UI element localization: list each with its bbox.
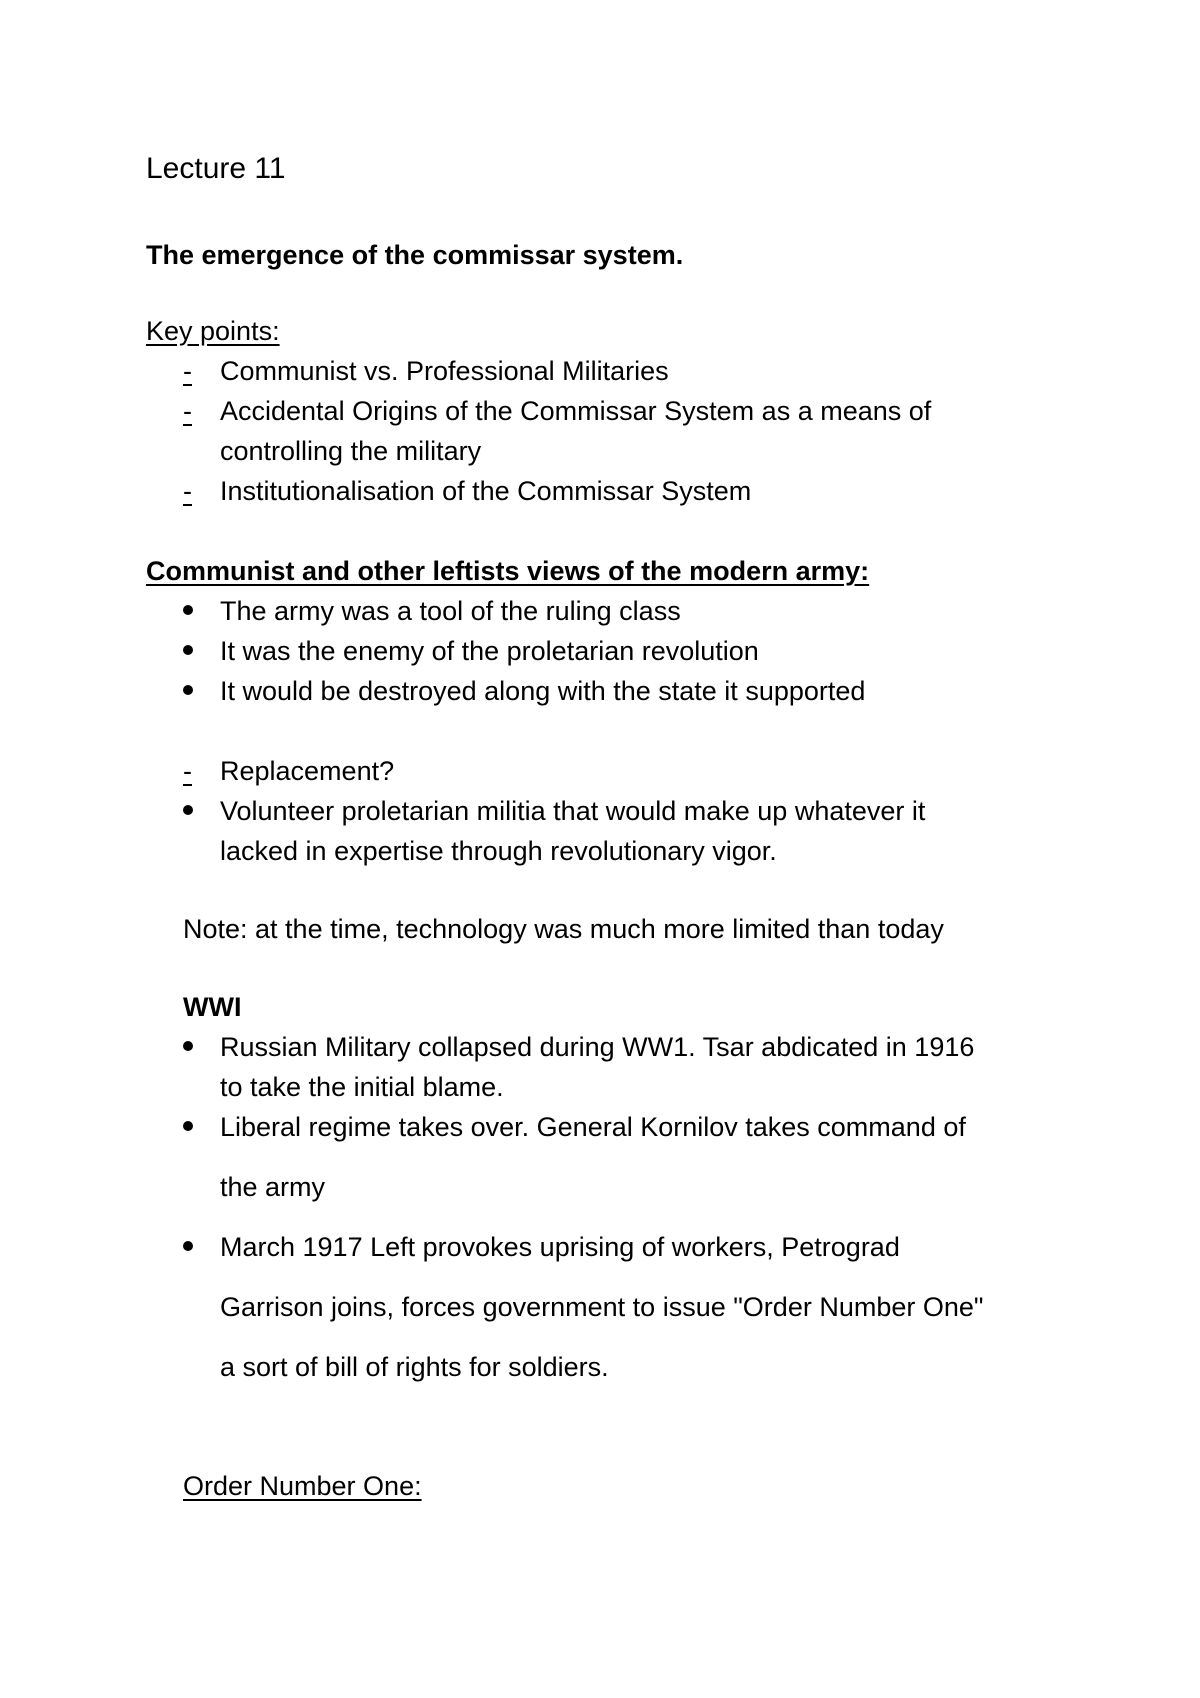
leftist-view-2: It was the enemy of the proletarian revolution [183,632,759,670]
wwi-point-3: March 1917 Left provokes uprising of workers, Petrograd [183,1228,900,1266]
order-number-one-heading: Order Number One: [183,1471,422,1501]
wwi-point-3-continued-2: a sort of bill of rights for soldiers. [220,1352,609,1382]
bullet-icon [183,1241,193,1251]
leftist-views-heading: Communist and other leftists views of the modern army: [146,556,870,586]
bullet-icon [183,685,193,695]
wwi-point-1-continued: to take the initial blame. [220,1072,504,1102]
replacement-item: Volunteer proletarian militia that would make up whatever it [183,792,925,830]
key-points-heading: Key points: [146,316,280,346]
replacement-item-continued: lacked in expertise through revolutionary vigor. [220,836,777,866]
key-point-1: - Communist vs. Professional Militaries [183,352,669,390]
lecture-title: Lecture 11 [146,152,286,185]
dash-marker: - [183,476,192,506]
key-point-3: - Institutionalisation of the Commissar System [183,472,751,510]
wwi-point-2-continued: the army [220,1172,326,1202]
bullet-icon [183,1041,193,1051]
replacement-label: - Replacement? [183,752,394,790]
wwi-point-2: Liberal regime takes over. General Kornilov takes command of [183,1108,966,1146]
note-text: Note: at the time, technology was much more limited than today [183,914,944,944]
leftist-view-3: It would be destroyed along with the state it supported [183,672,865,710]
dash-marker: - [183,756,192,786]
bullet-icon [183,645,193,655]
bullet-icon [183,605,193,615]
wwi-heading: WWI [183,992,242,1022]
key-point-2-continued: controlling the military [220,436,482,466]
lecture-subtitle: The emergence of the commissar system. [146,240,684,270]
dash-marker: - [183,356,192,386]
bullet-icon [183,805,193,815]
dash-marker: - [183,396,192,426]
key-point-2: - Accidental Origins of the Commissar System as a means of [183,392,931,430]
wwi-point-1: Russian Military collapsed during WW1. Tsar abdicated in 1916 [183,1028,974,1066]
wwi-point-3-continued: Garrison joins, forces government to issue "Order Number One" [220,1292,984,1322]
leftist-view-1: The army was a tool of the ruling class [183,592,681,630]
bullet-icon [183,1121,193,1131]
